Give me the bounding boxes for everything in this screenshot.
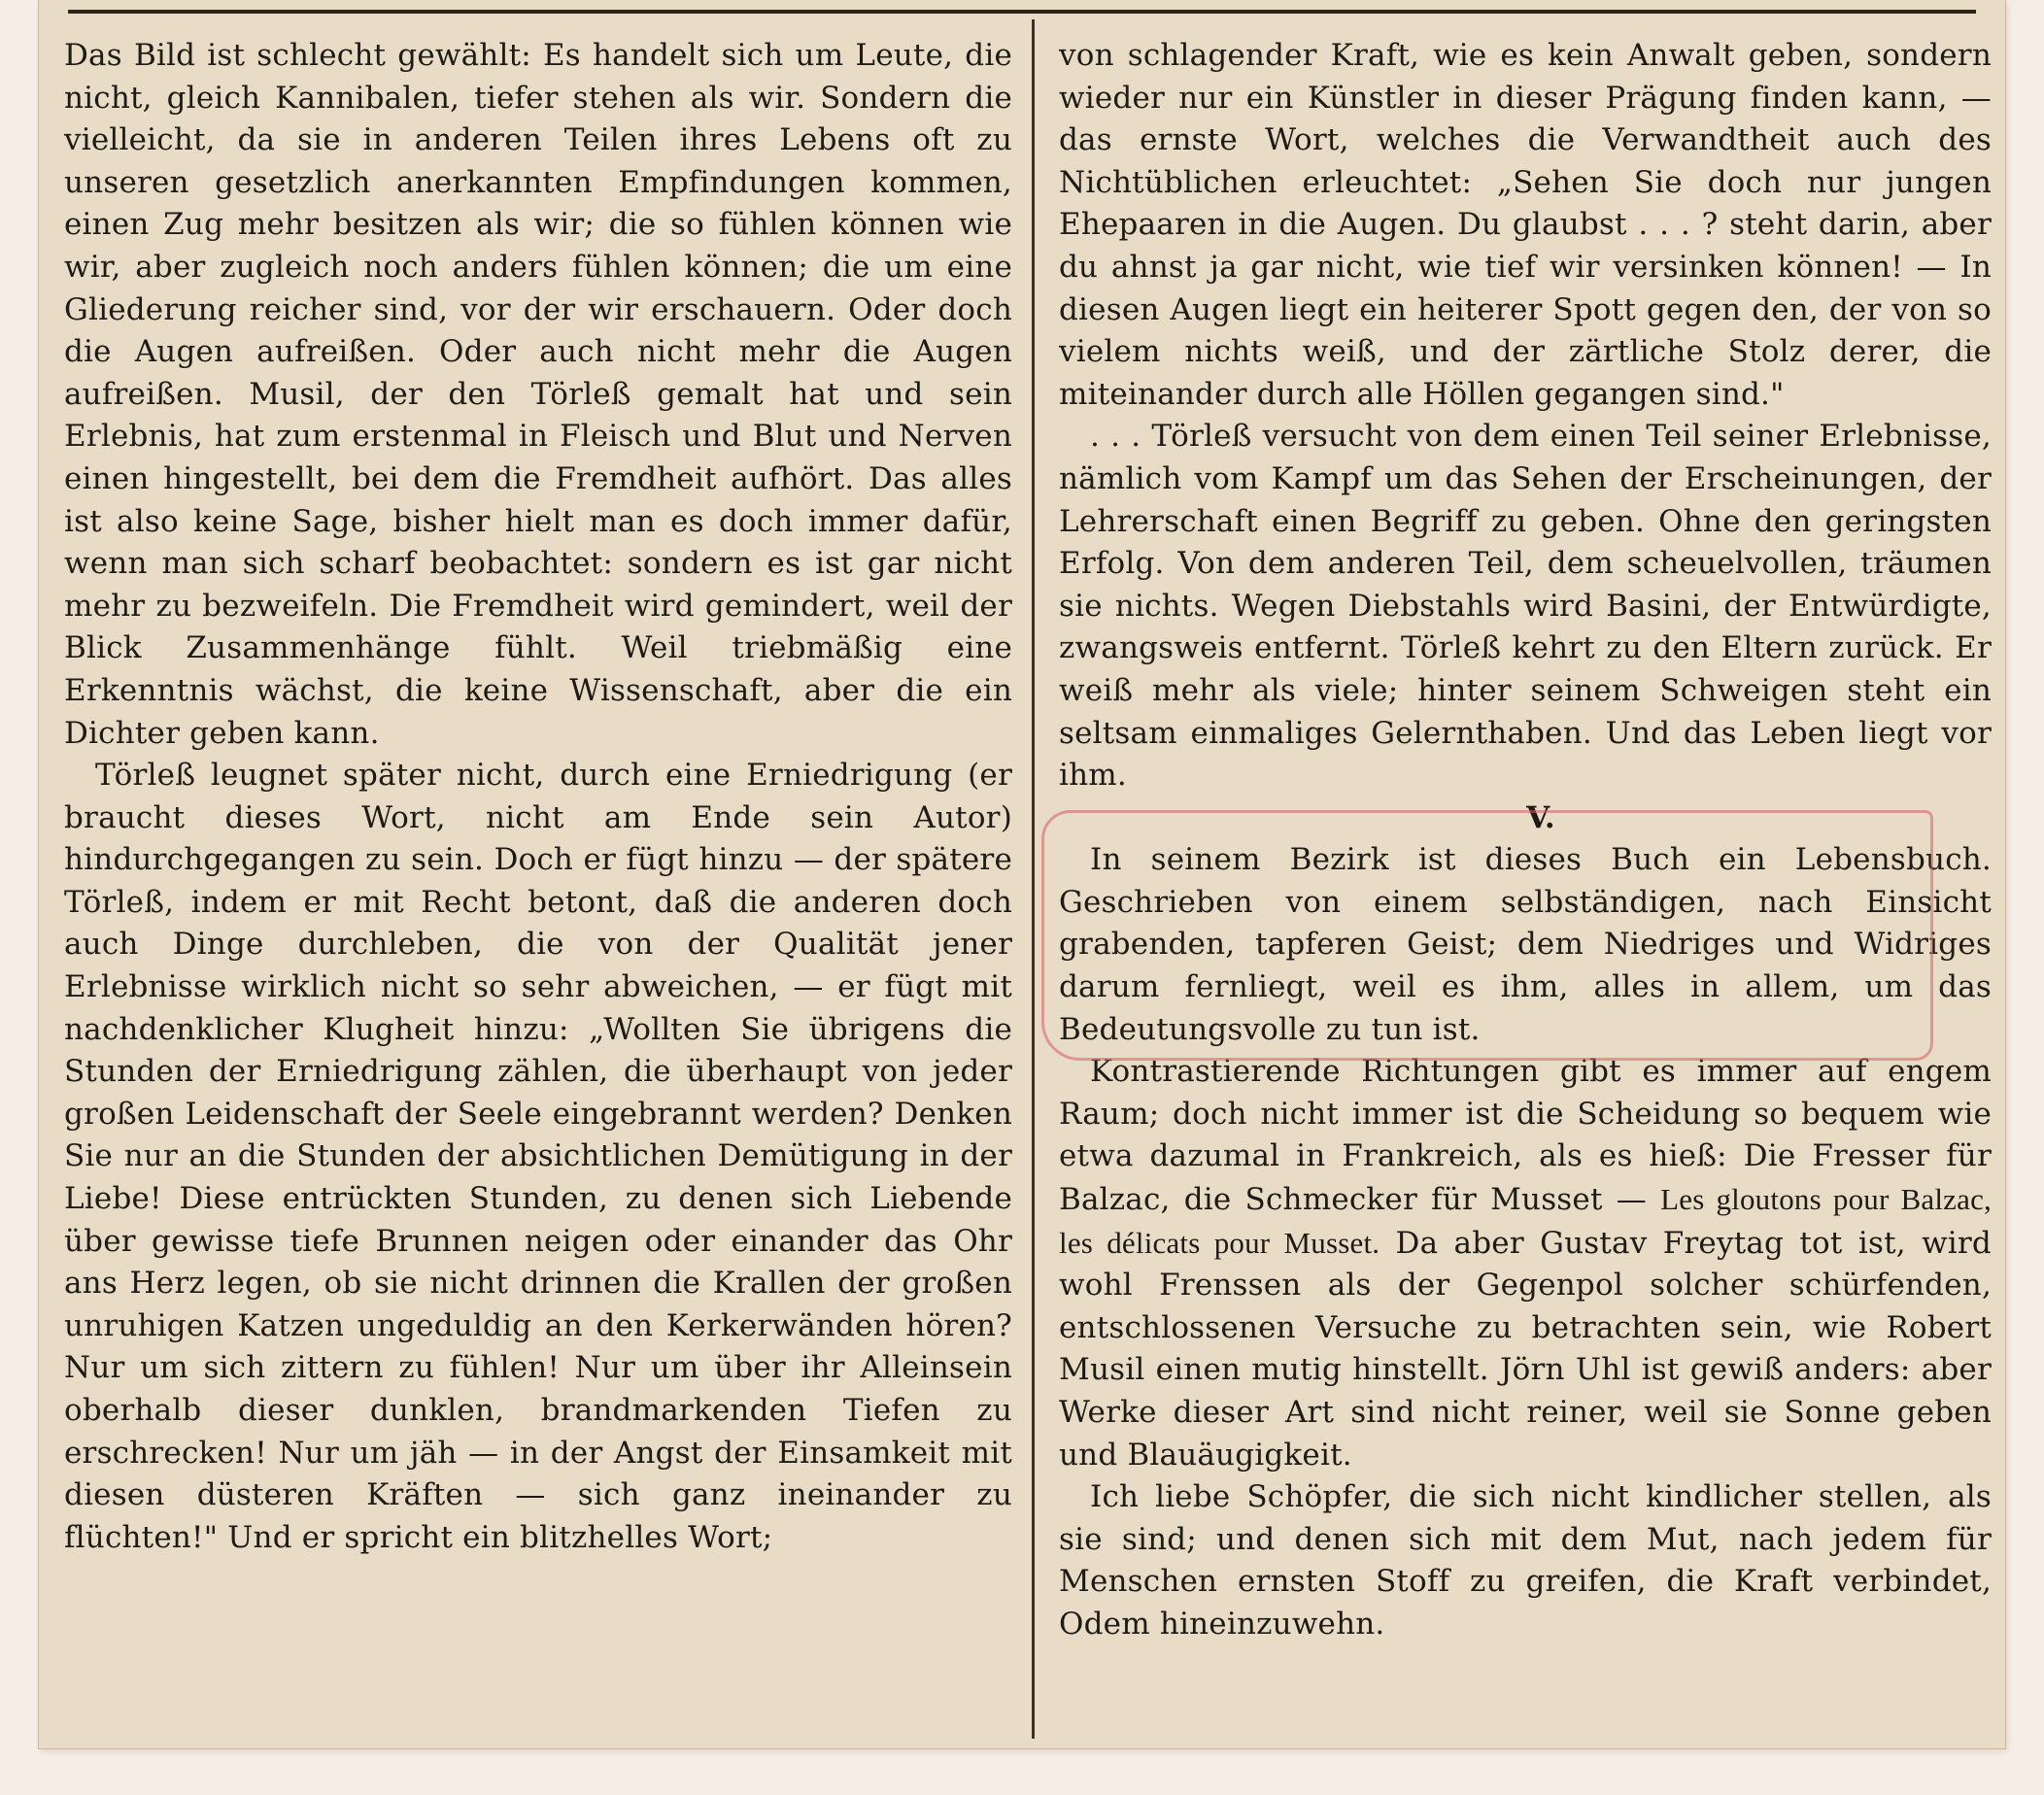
newspaper-clipping: [39, 0, 2005, 1748]
left-column: [64, 35, 1012, 1559]
paragraph-4-end: Da aber Gustav Freytag tot ist, wird wohl Frenssen als der Gegenpol solcher schürfenden, entschlossenen Versuche zu betrachten sein, wie Robert Musil einen mutig hinstellt. Jörn Uhl ist gewiß anders: aber Werke dieser Art sind nicht reiner, weil sie Sonne geben und Blauäugigkeit.: [1059, 1225, 1992, 1473]
left-paragraph-1: Das Bild ist schlecht gewählt: Es handelt sich um Leute, die nicht, gleich Kannibalen, tiefer stehen als wir. Sondern die vielleicht, da sie in anderen Teilen ihres Lebens oft zu unseren gesetzlich anerkannten Empfindungen kommen, einen Zug mehr besitzen als wir; die so fühlen können wie wir, aber zugleich noch anders fühlen können; die um eine Gliederung reicher sind, vor der wir erschauern. Oder doch die Augen aufreißen. Oder auch nicht mehr die Augen aufreißen. Musil, der den Törleß gemalt hat und sein Erlebnis, hat zum erstenmal in Fleisch und Blut und Nerven einen hingestellt, bei dem die Fremdheit aufhört. Das alles ist also keine Sage, bisher hielt man es doch immer dafür, wenn man sich scharf beobachtet: sondern es ist gar nicht mehr zu bezweifeln. Die Fremdheit wird gemindert, weil der Blick Zusammenhänge fühlt. Weil triebmäßig eine Erkenntnis wächst, die keine Wissenschaft, aber die ein Dichter geben kann.: [64, 38, 1012, 751]
section-number: V.: [1526, 799, 1555, 835]
right-paragraph-4: [1059, 1051, 1992, 1476]
left-paragraph-2: Törleß leugnet später nicht, durch eine Erniedrigung (er braucht dieses Wort, nicht am Ende sein Autor) hindurchgegangen zu sein. Doch er fügt hinzu — der spätere Törleß, indem er mit Recht betont, daß die anderen doch auch Dinge durchleben, die von der Qualität jener Erlebnisse wirklich nicht so sehr abweichen, — er fügt mit nachdenklicher Klugheit hinzu: „Wollten Sie übrigens die Stunden der Erniedrigung zählen, die überhaupt von jeder großen Leidenschaft der Seele eingebrannt werden? Denken Sie nur an die Stunden der absichtlichen Demütigung in der Liebe! Diese entrückten Stunden, zu denen sich Liebende über gewisse tiefe Brunnen neigen oder einander das Ohr ans Herz legen, ob sie nicht drinnen die Krallen der großen unruhigen Katzen ungeduldig an den Kerkerwänden hören? Nur um sich zittern zu fühlen! Nur um über ihr Alleinsein oberhalb dieser dunklen, brandmarkenden Tiefen zu erschrecken! Nur um jäh — in der Angst der Einsamkeit mit diesen düsteren Kräften — sich ganz ineinander zu flüchten!" Und er spricht ein blitzhelles Wort;: [64, 758, 1012, 1555]
top-rule: [68, 0, 1976, 14]
right-paragraph-5: Ich liebe Schöpfer, die sich nicht kindlicher stellen, als sie sind; und denen sich mit dem Mut, nach jedem für Menschen ernsten Stoff zu greifen, die Kraft verbindet, Odem hineinzuwehn.: [1059, 1479, 1992, 1642]
right-continuation-paragraph: von schlagender Kraft, wie es kein Anwalt geben, sondern wieder nur ein Künstler in dieser Prägung finden kann, — das ernste Wort, welches die Verwandtheit auch des Nichtüblichen erleuchtet: „Sehen Sie doch nur jungen Ehepaaren in die Augen. Du glaubst . . . ? steht darin, aber du ahnst ja gar nicht, wie tief wir versinken können! — In diesen Augen liegt ein heiterer Spott gegen den, der von so vielem nichts weiß, und der zärtliche Stolz derer, die miteinander durch alle Höllen gegangen sind.": [1059, 38, 1992, 412]
highlighted-block: [1059, 839, 1992, 1051]
column-divider: [1032, 19, 1035, 1739]
highlighted-paragraph: In seinem Bezirk ist dieses Buch ein Lebensbuch. Geschrieben von einem selbständigen, nach Einsicht grabenden, tapferen Geist; dem Niedriges und Widriges darum fernliegt, weil es ihm, alles in allem, um das Bedeutungsvolle zu tun ist.: [1059, 842, 1992, 1047]
paragraph-4-start: Kontrastierende Richtungen gibt es immer auf engem Raum; doch nicht immer ist die Scheidung so bequem wie etwa dazumal in Frankreich, als es hieß: Die Fresser für Balzac, die Schmecker für Musset —: [1059, 1054, 1992, 1218]
right-paragraph-2: . . . Törleß versucht von dem einen Teil seiner Erlebnisse, nämlich vom Kampf um das Sehen der Erscheinungen, der Lehrerschaft einen Begriff zu geben. Ohne den geringsten Erfolg. Von dem anderen Teil, dem scheuelvollen, träumen sie nichts. Wegen Diebstahls wird Basini, der Entwürdigte, zwangsweis entfernt. Törleß kehrt zu den Eltern zurück. Er weiß mehr als viele; hinter seinem Schweigen steht ein seltsam einmaliges Gelernthaben. Und das Leben liegt vor ihm.: [1059, 419, 1992, 794]
french-quote: Les gloutons pour Balzac, les délicats pour Musset.: [1059, 1182, 1993, 1260]
right-column: [1059, 35, 1992, 1646]
